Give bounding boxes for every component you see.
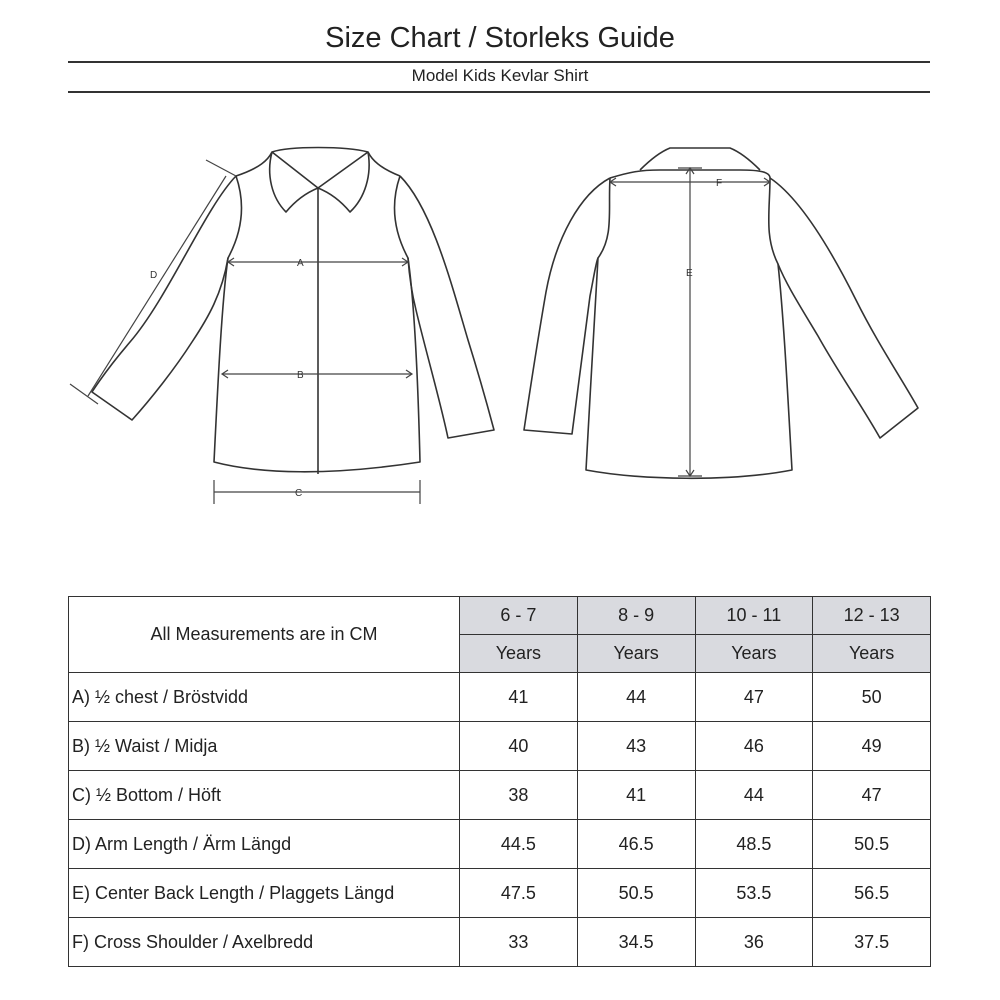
table-cell: 41 (577, 771, 695, 820)
table-cell: 46 (695, 722, 813, 771)
size-table (68, 596, 931, 967)
back-shirt-drawing (524, 148, 918, 478)
row-label: F) Cross Shoulder / Axelbredd (69, 918, 460, 967)
row-label: E) Center Back Length / Plaggets Längd (69, 869, 460, 918)
size-unit-header: Years (695, 635, 813, 673)
table-cell: 47.5 (460, 869, 578, 918)
table-row (69, 918, 931, 967)
label-b: B (297, 370, 304, 381)
row-label: D) Arm Length / Ärm Längd (69, 820, 460, 869)
label-c: C (295, 488, 303, 499)
table-cell: 44 (695, 771, 813, 820)
size-unit-header: Years (577, 635, 695, 673)
table-cell: 50.5 (577, 869, 695, 918)
table-cell: 38 (460, 771, 578, 820)
size-unit-header: Years (460, 635, 578, 673)
table-cell: 47 (813, 771, 931, 820)
table-cell: 43 (577, 722, 695, 771)
title-rule-bottom (68, 91, 930, 93)
page-title: Size Chart / Storleks Guide (325, 22, 675, 54)
page-subtitle: Model Kids Kevlar Shirt (411, 66, 589, 85)
table-cell: 34.5 (577, 918, 695, 967)
table-row (69, 820, 931, 869)
table-cell: 44 (577, 673, 695, 722)
table-row (69, 722, 931, 771)
shirt-diagram (0, 130, 1000, 530)
row-label: C) ½ Bottom / Höft (69, 771, 460, 820)
table-cell: 49 (813, 722, 931, 771)
size-range-header: 12 - 13 (813, 597, 931, 635)
table-row (69, 869, 931, 918)
title-rule-top (68, 61, 930, 63)
table-cell: 33 (460, 918, 578, 967)
table-cell: 53.5 (695, 869, 813, 918)
size-range-header: 8 - 9 (577, 597, 695, 635)
label-e: E (686, 268, 693, 279)
table-cell: 37.5 (813, 918, 931, 967)
table-cell: 44.5 (460, 820, 578, 869)
size-unit-header: Years (813, 635, 931, 673)
table-cell: 48.5 (695, 820, 813, 869)
table-row (69, 771, 931, 820)
size-header-row (69, 597, 931, 635)
units-note: All Measurements are in CM (69, 597, 460, 673)
table-cell: 46.5 (577, 820, 695, 869)
row-label: A) ½ chest / Bröstvidd (69, 673, 460, 722)
table-cell: 56.5 (813, 869, 931, 918)
label-a: A (297, 258, 304, 269)
label-f: F (716, 178, 723, 189)
table-cell: 50.5 (813, 820, 931, 869)
table-cell: 50 (813, 673, 931, 722)
label-d: D (150, 270, 158, 281)
table-cell: 47 (695, 673, 813, 722)
table-row (69, 673, 931, 722)
size-range-header: 10 - 11 (695, 597, 813, 635)
size-range-header: 6 - 7 (460, 597, 578, 635)
table-cell: 36 (695, 918, 813, 967)
table-cell: 40 (460, 722, 578, 771)
front-shirt-drawing (70, 148, 494, 505)
row-label: B) ½ Waist / Midja (69, 722, 460, 771)
table-cell: 41 (460, 673, 578, 722)
